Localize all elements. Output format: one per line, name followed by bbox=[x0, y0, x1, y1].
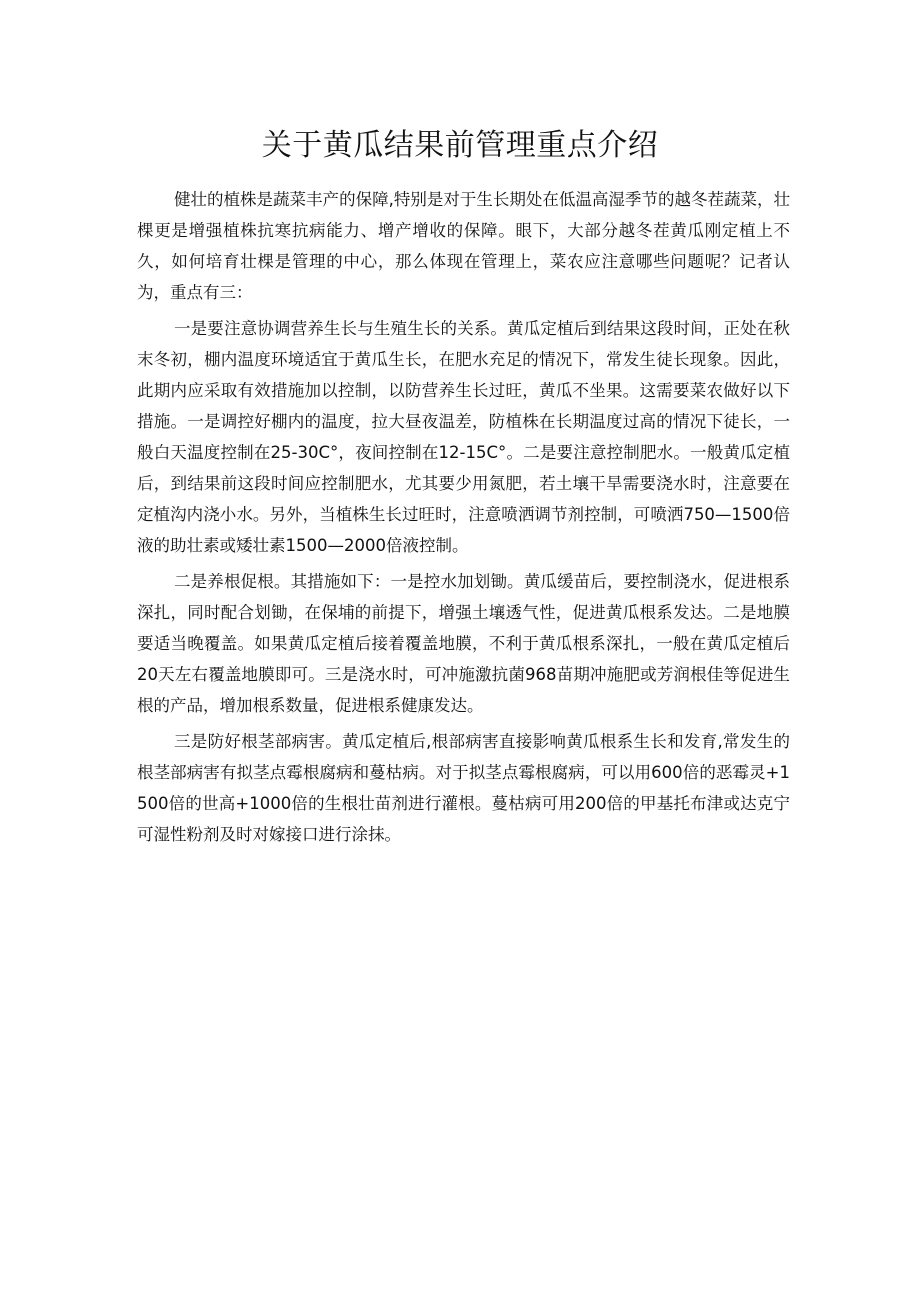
page-title: 关于黄瓜结果前管理重点介绍 bbox=[261, 128, 659, 163]
point-three-paragraph: 三是防好根茎部病害。黄瓜定植后,根部病害直接影响黄瓜根系生长和发育,常发生的根茎部病害有拟茎点霉根腐病和蔓枯病。对于拟茎点霉根腐病，可以用600倍的恶霉灵+1500倍的世高+1000倍的生根壮苗剂进行灌根。蔓枯病可用200倍的甲基托布津或达克宁可湿性粉剂及时对嫁接口进行涂抹。 bbox=[137, 732, 790, 844]
point-two-paragraph: 二是养根促根。其措施如下：一是控水加划锄。黄瓜缓苗后，要控制浇水，促进根系深扎，同时配合划锄，在保埔的前提下，增强土壤透气性，促进黄瓜根系发达。二是地膜要适当晚覆盖。如果黄瓜定植后接着覆盖地膜，不利于黄瓜根系深扎，一般在黄瓜定植后20天左右覆盖地膜即可。三是浇水时，可冲施激抗菌968苗期冲施肥或芳润根佳等促进生根的产品，增加根系数量，促进根系健康发达。 bbox=[137, 572, 790, 715]
intro-paragraph: 健壮的植株是蔬菜丰产的保障,特别是对于生长期处在低温高湿季节的越冬茬蔬菜，壮棵更是增强植株抗寒抗病能力、增产增收的保障。眼下，大部分越冬茬黄瓜刚定植上不久，如何培育壮棵是管理的中心，那么体现在管理上，菜农应注意哪些问题呢？记者认为，重点有三： bbox=[137, 190, 790, 302]
document-body bbox=[137, 184, 790, 850]
point-one-paragraph: 一是要注意协调营养生长与生殖生长的关系。黄瓜定植后到结果这段时间，正处在秋末冬初，棚内温度环境适宜于黄瓜生长，在肥水充足的情况下，常发生徒长现象。因此，此期内应采取有效措施加以控制，以防营养生长过旺，黄瓜不坐果。这需要菜农做好以下措施。一是调控好棚内的温度，拉大昼夜温差，防植株在长期温度过高的情况下徒长，一般白天温度控制在25-30C°，夜间控制在12-15C°。二是要注意控制肥水。一般黄瓜定植后，到结果前这段时间应控制肥水，尤其要少用氮肥，若土壤干旱需要浇水时，注意要在定植沟内浇小水。另外，当植株生长过旺时，注意喷洒调节剂控制，可喷洒750—1500倍液的助壮素或矮壮素1500—2000倍液控制。 bbox=[137, 319, 790, 555]
